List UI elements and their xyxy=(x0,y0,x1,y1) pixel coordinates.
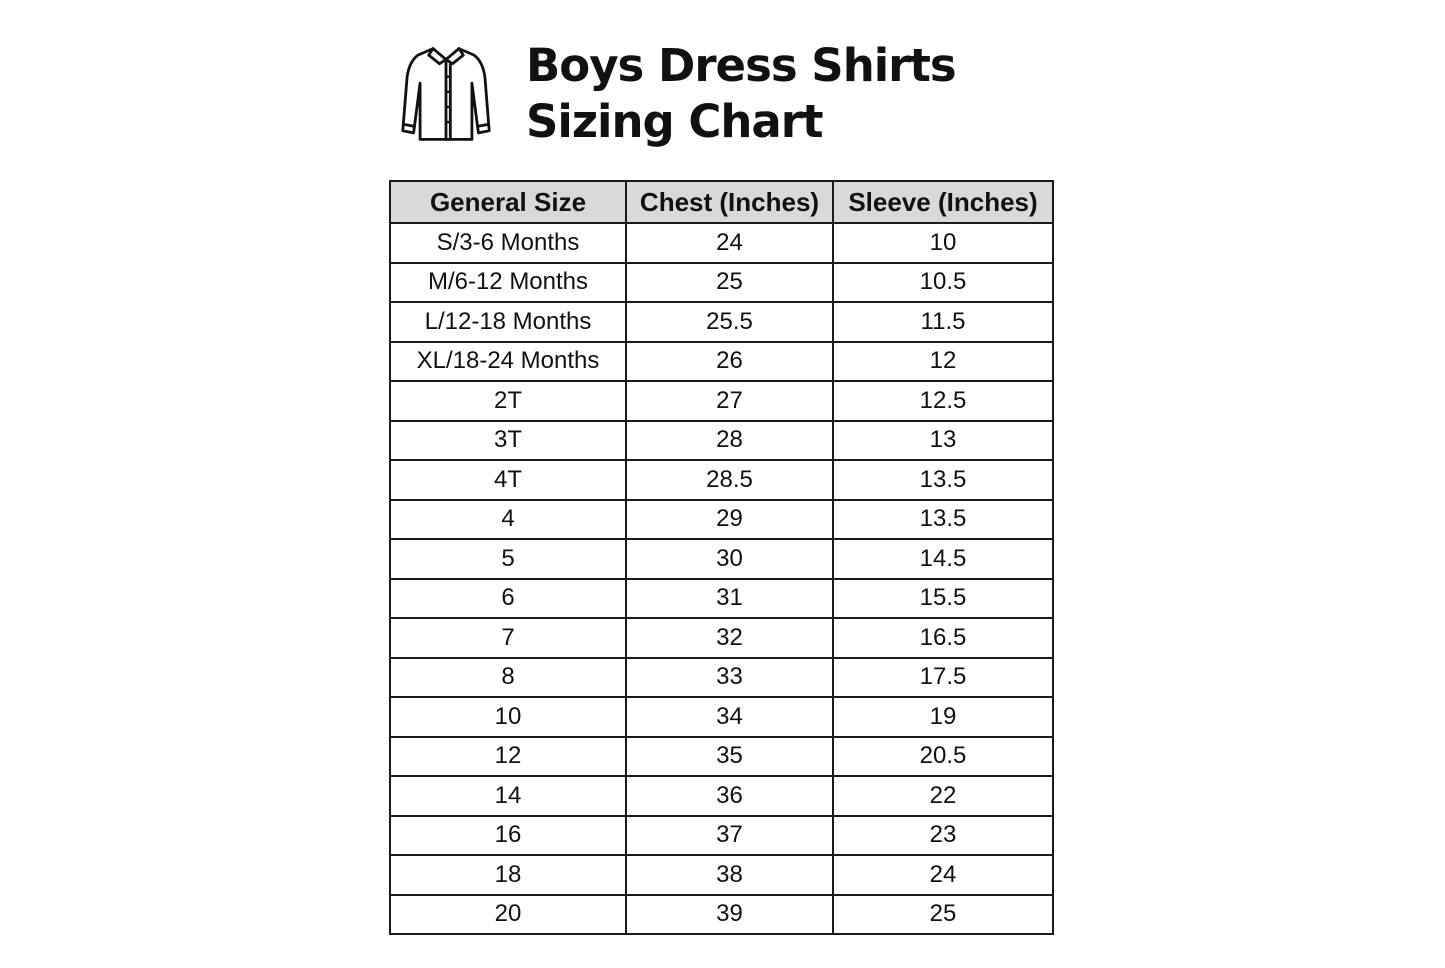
cell-sleeve: 10.5 xyxy=(833,263,1053,303)
table-row xyxy=(390,421,1053,461)
table-row xyxy=(390,697,1053,737)
cell-chest: 30 xyxy=(626,539,833,579)
shirt-icon xyxy=(392,40,500,148)
table-row xyxy=(390,855,1053,895)
cell-size: 2T xyxy=(390,381,626,421)
cell-sleeve: 10 xyxy=(833,223,1053,263)
table-row xyxy=(390,579,1053,619)
cell-size: M/6-12 Months xyxy=(390,263,626,303)
title-line-2: Sizing Chart xyxy=(526,95,823,148)
cell-sleeve: 19 xyxy=(833,697,1053,737)
cell-chest: 24 xyxy=(626,223,833,263)
cell-size: 14 xyxy=(390,776,626,816)
cell-size: 16 xyxy=(390,816,626,856)
cell-sleeve: 24 xyxy=(833,855,1053,895)
table-row xyxy=(390,816,1053,856)
cell-chest: 36 xyxy=(626,776,833,816)
table-row xyxy=(390,263,1053,303)
cell-chest: 33 xyxy=(626,658,833,698)
cell-sleeve: 16.5 xyxy=(833,618,1053,658)
cell-chest: 27 xyxy=(626,381,833,421)
cell-size: 4 xyxy=(390,500,626,540)
cell-sleeve: 23 xyxy=(833,816,1053,856)
page-title xyxy=(526,38,956,150)
cell-chest: 28 xyxy=(626,421,833,461)
cell-chest: 32 xyxy=(626,618,833,658)
cell-chest: 25 xyxy=(626,263,833,303)
column-header-sleeve: Sleeve (Inches) xyxy=(833,181,1053,223)
column-header-chest: Chest (Inches) xyxy=(626,181,833,223)
table-row xyxy=(390,223,1053,263)
cell-sleeve: 13.5 xyxy=(833,460,1053,500)
table-row xyxy=(390,658,1053,698)
cell-size: XL/18-24 Months xyxy=(390,342,626,382)
cell-chest: 38 xyxy=(626,855,833,895)
cell-sleeve: 22 xyxy=(833,776,1053,816)
cell-size: 18 xyxy=(390,855,626,895)
cell-size: 5 xyxy=(390,539,626,579)
cell-sleeve: 12.5 xyxy=(833,381,1053,421)
cell-sleeve: 13.5 xyxy=(833,500,1053,540)
cell-size: 3T xyxy=(390,421,626,461)
cell-size: 6 xyxy=(390,579,626,619)
table-row xyxy=(390,737,1053,777)
table-header-row xyxy=(390,181,1053,223)
cell-size: 7 xyxy=(390,618,626,658)
cell-chest: 35 xyxy=(626,737,833,777)
cell-size: 12 xyxy=(390,737,626,777)
cell-size: 20 xyxy=(390,895,626,935)
cell-sleeve: 11.5 xyxy=(833,302,1053,342)
table-row xyxy=(390,302,1053,342)
cell-chest: 31 xyxy=(626,579,833,619)
table-row xyxy=(390,776,1053,816)
table-row xyxy=(390,895,1053,935)
header xyxy=(392,34,956,154)
cell-chest: 34 xyxy=(626,697,833,737)
cell-chest: 28.5 xyxy=(626,460,833,500)
cell-chest: 39 xyxy=(626,895,833,935)
cell-sleeve: 12 xyxy=(833,342,1053,382)
cell-size: 4T xyxy=(390,460,626,500)
cell-sleeve: 14.5 xyxy=(833,539,1053,579)
cell-size: 8 xyxy=(390,658,626,698)
title-line-1: Boys Dress Shirts xyxy=(526,39,956,92)
cell-sleeve: 25 xyxy=(833,895,1053,935)
cell-chest: 37 xyxy=(626,816,833,856)
cell-chest: 29 xyxy=(626,500,833,540)
cell-sleeve: 15.5 xyxy=(833,579,1053,619)
cell-sleeve: 20.5 xyxy=(833,737,1053,777)
cell-chest: 25.5 xyxy=(626,302,833,342)
sizing-table xyxy=(389,180,1054,935)
cell-sleeve: 13 xyxy=(833,421,1053,461)
table-row xyxy=(390,618,1053,658)
table-row xyxy=(390,460,1053,500)
cell-chest: 26 xyxy=(626,342,833,382)
cell-sleeve: 17.5 xyxy=(833,658,1053,698)
cell-size: S/3-6 Months xyxy=(390,223,626,263)
cell-size: 10 xyxy=(390,697,626,737)
cell-size: L/12-18 Months xyxy=(390,302,626,342)
table-row xyxy=(390,342,1053,382)
table-row xyxy=(390,500,1053,540)
column-header-general-size: General Size xyxy=(390,181,626,223)
table-row xyxy=(390,381,1053,421)
table-row xyxy=(390,539,1053,579)
